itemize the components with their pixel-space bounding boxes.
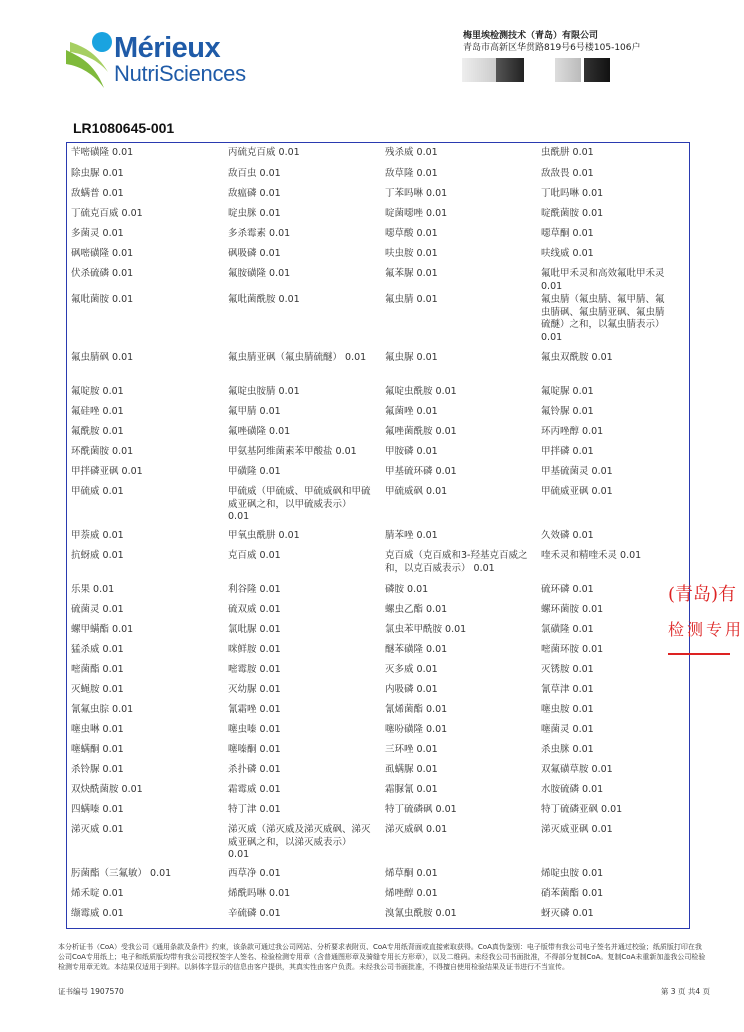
table-cell: 双氟磺草胺 0.01 <box>541 764 613 775</box>
table-cell: 啶菌噁唑 0.01 <box>385 208 448 219</box>
table-cell: 甲硫威亚砜 0.01 <box>541 486 613 497</box>
table-cell: 氟唑菌酰胺 0.01 <box>385 426 457 437</box>
table-row <box>71 908 681 928</box>
table-cell: 氟虫腈亚砜（氟虫腈硫醚） 0.01 <box>228 352 367 363</box>
table-cell: 双炔酰菌胺 0.01 <box>71 784 143 795</box>
table-cell: 烯禾啶 0.01 <box>71 888 124 899</box>
table-row <box>71 466 681 486</box>
table-cell: 灭幼脲 0.01 <box>228 684 281 695</box>
table-cell: 砜吸磷 0.01 <box>228 248 281 259</box>
table-cell: 特丁津 0.01 <box>228 804 281 815</box>
table-cell: 敌敌畏 0.01 <box>541 168 594 179</box>
table-cell: 烯唑醇 0.01 <box>385 888 438 899</box>
table-cell: 嘧菌酯 0.01 <box>71 664 124 675</box>
table-row <box>71 624 681 644</box>
table-cell: 久效磷 0.01 <box>541 530 594 541</box>
logo-text-merieux: Mérieux <box>114 32 221 64</box>
table-cell: 磷胺 0.01 <box>385 584 429 595</box>
table-cell: 喹禾灵和精喹禾灵 0.01 <box>541 550 642 561</box>
table-cell: 氟铃脲 0.01 <box>541 406 594 417</box>
table-cell: 涕灭威砜 0.01 <box>385 824 448 835</box>
table-cell: 噻螨酮 0.01 <box>71 744 124 755</box>
table-cell: 利谷隆 0.01 <box>228 584 281 595</box>
table-row <box>71 550 681 584</box>
table-row <box>71 426 681 446</box>
table-cell: 氟吡甲禾灵和高效氟吡甲禾灵 0.01 <box>541 268 665 292</box>
table-row <box>71 188 681 208</box>
table-cell: 氟啶脲 0.01 <box>541 386 594 397</box>
table-row <box>71 804 681 824</box>
table-cell: 硫环磷 0.01 <box>541 584 594 595</box>
company-info <box>463 30 641 54</box>
official-stamp <box>668 575 744 657</box>
table-cell: 噁草酸 0.01 <box>385 228 438 239</box>
table-cell: 乐果 0.01 <box>71 584 115 595</box>
table-cell: 辛硫磷 0.01 <box>228 908 281 919</box>
table-cell: 噻吩磺隆 0.01 <box>385 724 448 735</box>
table-cell: 氯磺隆 0.01 <box>541 624 594 635</box>
table-cell: 氯吡脲 0.01 <box>228 624 281 635</box>
table-cell: 氟唑磺隆 0.01 <box>228 426 291 437</box>
table-row <box>71 168 681 188</box>
table-cell: 氟啶虫酰胺 0.01 <box>385 386 457 397</box>
company-name: 梅里埃检测技术（青岛）有限公司 <box>463 31 599 41</box>
table-cell: 氟啶胺 0.01 <box>71 386 124 397</box>
table-cell: 硫双威 0.01 <box>228 604 281 615</box>
table-cell: 噁草酮 0.01 <box>541 228 594 239</box>
table-cell: 啶酰菌胺 0.01 <box>541 208 604 219</box>
table-row <box>71 744 681 764</box>
table-cell: 氟甲腈 0.01 <box>228 406 281 417</box>
stamp-text-2: 检测专用 <box>668 620 744 639</box>
table-cell: 呋虫胺 0.01 <box>385 248 438 259</box>
table-row <box>71 604 681 624</box>
table-cell: 氯虫苯甲酰胺 0.01 <box>385 624 467 635</box>
table-cell: 氟胺磺隆 0.01 <box>228 268 291 279</box>
table-cell: 溴氰虫酰胺 0.01 <box>385 908 457 919</box>
table-cell: 氟虫腈砜 0.01 <box>71 352 134 363</box>
table-cell: 灭蝇胺 0.01 <box>71 684 124 695</box>
certificate-number: 证书编号 1907570 <box>58 987 124 996</box>
stamp-text-1: (青岛)有 <box>668 584 737 605</box>
table-cell: 氟虫双酰胺 0.01 <box>541 352 613 363</box>
table-row <box>71 704 681 724</box>
table-row <box>71 294 681 352</box>
table-cell: 虫酰肼 0.01 <box>541 147 594 158</box>
table-row <box>71 584 681 604</box>
table-cell: 氟硅唑 0.01 <box>71 406 124 417</box>
table-cell: 甲基硫环磷 0.01 <box>385 466 457 477</box>
results-table <box>71 147 681 928</box>
table-row <box>71 446 681 466</box>
table-cell: 砜嘧磺隆 0.01 <box>71 248 134 259</box>
table-cell: 多菌灵 0.01 <box>71 228 124 239</box>
table-cell: 涕灭威（涕灭威及涕灭威砜、涕灭威亚砜之和，以涕灭威表示） 0.01 <box>228 824 371 860</box>
table-cell: 噻虫胺 0.01 <box>541 704 594 715</box>
table-cell: 呋线威 0.01 <box>541 248 594 259</box>
logo-swoosh-icon <box>64 30 116 92</box>
table-cell: 噻虫嗪 0.01 <box>228 724 281 735</box>
table-row <box>71 644 681 664</box>
table-cell: 氟虫腈（氟虫腈、氟甲腈、氟虫腈砜、氟虫腈亚砜、氟虫腈硫醚）之和，以氟虫腈表示） 0.01 <box>541 294 665 343</box>
table-cell: 螺虫乙酯 0.01 <box>385 604 448 615</box>
table-cell: 甲基硫菌灵 0.01 <box>541 466 613 477</box>
table-row <box>71 228 681 248</box>
table-cell: 醚苯磺隆 0.01 <box>385 644 448 655</box>
table-row <box>71 248 681 268</box>
table-cell: 甲萘威 0.01 <box>71 530 124 541</box>
page-indicator: 第 3 页 共4 页 <box>660 987 710 996</box>
table-cell: 甲氨基阿维菌素苯甲酸盐 0.01 <box>228 446 357 457</box>
table-cell: 四螨嗪 0.01 <box>71 804 124 815</box>
redacted-block <box>584 58 610 82</box>
table-row <box>71 868 681 888</box>
table-cell: 虱螨脲 0.01 <box>385 764 438 775</box>
table-cell: 霜脲氰 0.01 <box>385 784 438 795</box>
table-cell: 咪鲜胺 0.01 <box>228 644 281 655</box>
table-row <box>71 824 681 868</box>
table-cell: 甲拌磷 0.01 <box>541 446 594 457</box>
table-cell: 霜霉威 0.01 <box>228 784 281 795</box>
table-cell: 抗蚜威 0.01 <box>71 550 124 561</box>
table-row <box>71 352 681 386</box>
table-cell: 螺甲螨酯 0.01 <box>71 624 134 635</box>
table-cell: 氟虫脲 0.01 <box>385 352 438 363</box>
table-cell: 氟虫腈 0.01 <box>385 294 438 305</box>
table-cell: 螺环菌胺 0.01 <box>541 604 604 615</box>
table-cell: 甲磺隆 0.01 <box>228 466 281 477</box>
table-cell: 噻虫啉 0.01 <box>71 724 124 735</box>
table-cell: 噻嗪酮 0.01 <box>228 744 281 755</box>
table-cell: 除虫脲 0.01 <box>71 168 124 179</box>
table-cell: 三环唑 0.01 <box>385 744 438 755</box>
table-cell: 西草净 0.01 <box>228 868 281 879</box>
table-row <box>71 208 681 228</box>
table-cell: 氟苯脲 0.01 <box>385 268 438 279</box>
table-cell: 内吸磷 0.01 <box>385 684 438 695</box>
table-cell: 氰氟虫腙 0.01 <box>71 704 134 715</box>
table-row <box>71 684 681 704</box>
company-logo <box>64 30 254 92</box>
table-cell: 敌螨普 0.01 <box>71 188 124 199</box>
table-cell: 灭锈胺 0.01 <box>541 664 594 675</box>
table-cell: 硫菌灵 0.01 <box>71 604 124 615</box>
table-cell: 杀铃脲 0.01 <box>71 764 124 775</box>
table-cell: 涕灭威 0.01 <box>71 824 124 835</box>
table-cell: 特丁硫磷亚砜 0.01 <box>541 804 623 815</box>
table-row <box>71 147 681 168</box>
table-row <box>71 530 681 550</box>
table-cell: 噻菌灵 0.01 <box>541 724 594 735</box>
redacted-block <box>555 58 581 82</box>
table-cell: 甲氧虫酰肼 0.01 <box>228 530 300 541</box>
table-cell: 特丁硫磷砜 0.01 <box>385 804 457 815</box>
table-cell: 烯草酮 0.01 <box>385 868 438 879</box>
redacted-block <box>496 58 524 82</box>
table-cell: 氟啶虫胺腈 0.01 <box>228 386 300 397</box>
table-cell: 环丙唑醇 0.01 <box>541 426 604 437</box>
table-cell: 涕灭威亚砜 0.01 <box>541 824 613 835</box>
table-row <box>71 888 681 908</box>
table-row <box>71 406 681 426</box>
table-cell: 克百威 0.01 <box>228 550 281 561</box>
table-cell: 氟酰胺 0.01 <box>71 426 124 437</box>
stamp-line <box>668 653 730 655</box>
table-cell: 水胺硫磷 0.01 <box>541 784 604 795</box>
table-cell: 氰霜唑 0.01 <box>228 704 281 715</box>
table-cell: 甲胺磷 0.01 <box>385 446 438 457</box>
table-cell: 丁吡吗啉 0.01 <box>541 188 604 199</box>
table-cell: 蚜灭磷 0.01 <box>541 908 594 919</box>
report-number: LR1080645-001 <box>73 120 175 136</box>
table-cell: 啶虫脒 0.01 <box>228 208 281 219</box>
table-cell: 氰草津 0.01 <box>541 684 594 695</box>
table-cell: 克百威（克百威和3-羟基克百威之和，以克百威表示） 0.01 <box>385 550 528 574</box>
footer-disclaimer: 本分析证书（CoA）受我公司《通用条款及条件》约束，该条款可通过我公司网站、分析要求表附页、CoA专用纸背面或直接索取获得。CoA真伪鉴别：电子版带有我公司电子签名并通过校验；纸质版打印在我公司CoA专用纸上；电子和纸质版均带有我公司授权签字人签名、检验检测专用章（含普通图形章及骑缝专用长方形章），以及二维码。未经我公司书面批准，不得部分复制CoA。复制CoA未重新加盖我公司检验检测专用章无效。本结果仅适用于到样。以斜体字显示的信息由客户提供，其真实性由客户负责。未经我公司书面批准，不得擅自使用检验结果及证书进行不当宣传。 <box>58 943 706 971</box>
table-row <box>71 664 681 684</box>
table-cell: 氰烯菌酯 0.01 <box>385 704 448 715</box>
table-cell: 敌草隆 0.01 <box>385 168 438 179</box>
table-cell: 甲拌磷亚砜 0.01 <box>71 466 143 477</box>
table-cell: 烯酰吗啉 0.01 <box>228 888 291 899</box>
table-cell: 丁苯吗啉 0.01 <box>385 188 448 199</box>
table-cell: 伏杀硫磷 0.01 <box>71 268 134 279</box>
table-cell: 杀扑磷 0.01 <box>228 764 281 775</box>
table-cell: 丁硫克百威 0.01 <box>71 208 143 219</box>
table-cell: 灭多威 0.01 <box>385 664 438 675</box>
table-cell: 丙硫克百威 0.01 <box>228 147 300 158</box>
table-cell: 氟菌唑 0.01 <box>385 406 438 417</box>
table-cell: 残杀威 0.01 <box>385 147 438 158</box>
redacted-block <box>462 58 496 82</box>
table-cell: 甲硫威砜 0.01 <box>385 486 448 497</box>
table-cell: 甲硫威 0.01 <box>71 486 124 497</box>
company-address: 青岛市高新区华贯路819号6号楼105-106户 <box>463 43 641 53</box>
table-cell: 缬霉威 0.01 <box>71 908 124 919</box>
table-cell: 肟菌酯（三氟敏） 0.01 <box>71 868 172 879</box>
table-cell: 猛杀威 0.01 <box>71 644 124 655</box>
table-cell: 嘧菌环胺 0.01 <box>541 644 604 655</box>
table-row <box>71 268 681 294</box>
table-cell: 烯啶虫胺 0.01 <box>541 868 604 879</box>
table-cell: 敌百虫 0.01 <box>228 168 281 179</box>
table-cell: 多杀霉素 0.01 <box>228 228 291 239</box>
table-row <box>71 486 681 530</box>
table-cell: 苄嘧磺隆 0.01 <box>71 147 134 158</box>
table-cell: 腈苯唑 0.01 <box>385 530 438 541</box>
table-cell: 硝苯菌酯 0.01 <box>541 888 604 899</box>
table-cell: 氟吡菌酰胺 0.01 <box>228 294 300 305</box>
table-cell: 环酰菌胺 0.01 <box>71 446 134 457</box>
table-cell: 杀虫脒 0.01 <box>541 744 594 755</box>
table-row <box>71 764 681 784</box>
table-row <box>71 724 681 744</box>
table-cell: 氟吡菌胺 0.01 <box>71 294 134 305</box>
table-row <box>71 784 681 804</box>
table-cell: 敌瘟磷 0.01 <box>228 188 281 199</box>
logo-text-nutrisciences: NutriSciences <box>114 61 246 86</box>
table-cell: 甲硫威（甲硫威、甲硫威砜和甲硫威亚砜之和，以甲硫威表示） 0.01 <box>228 486 371 522</box>
table-row <box>71 386 681 406</box>
table-cell: 嘧霉胺 0.01 <box>228 664 281 675</box>
